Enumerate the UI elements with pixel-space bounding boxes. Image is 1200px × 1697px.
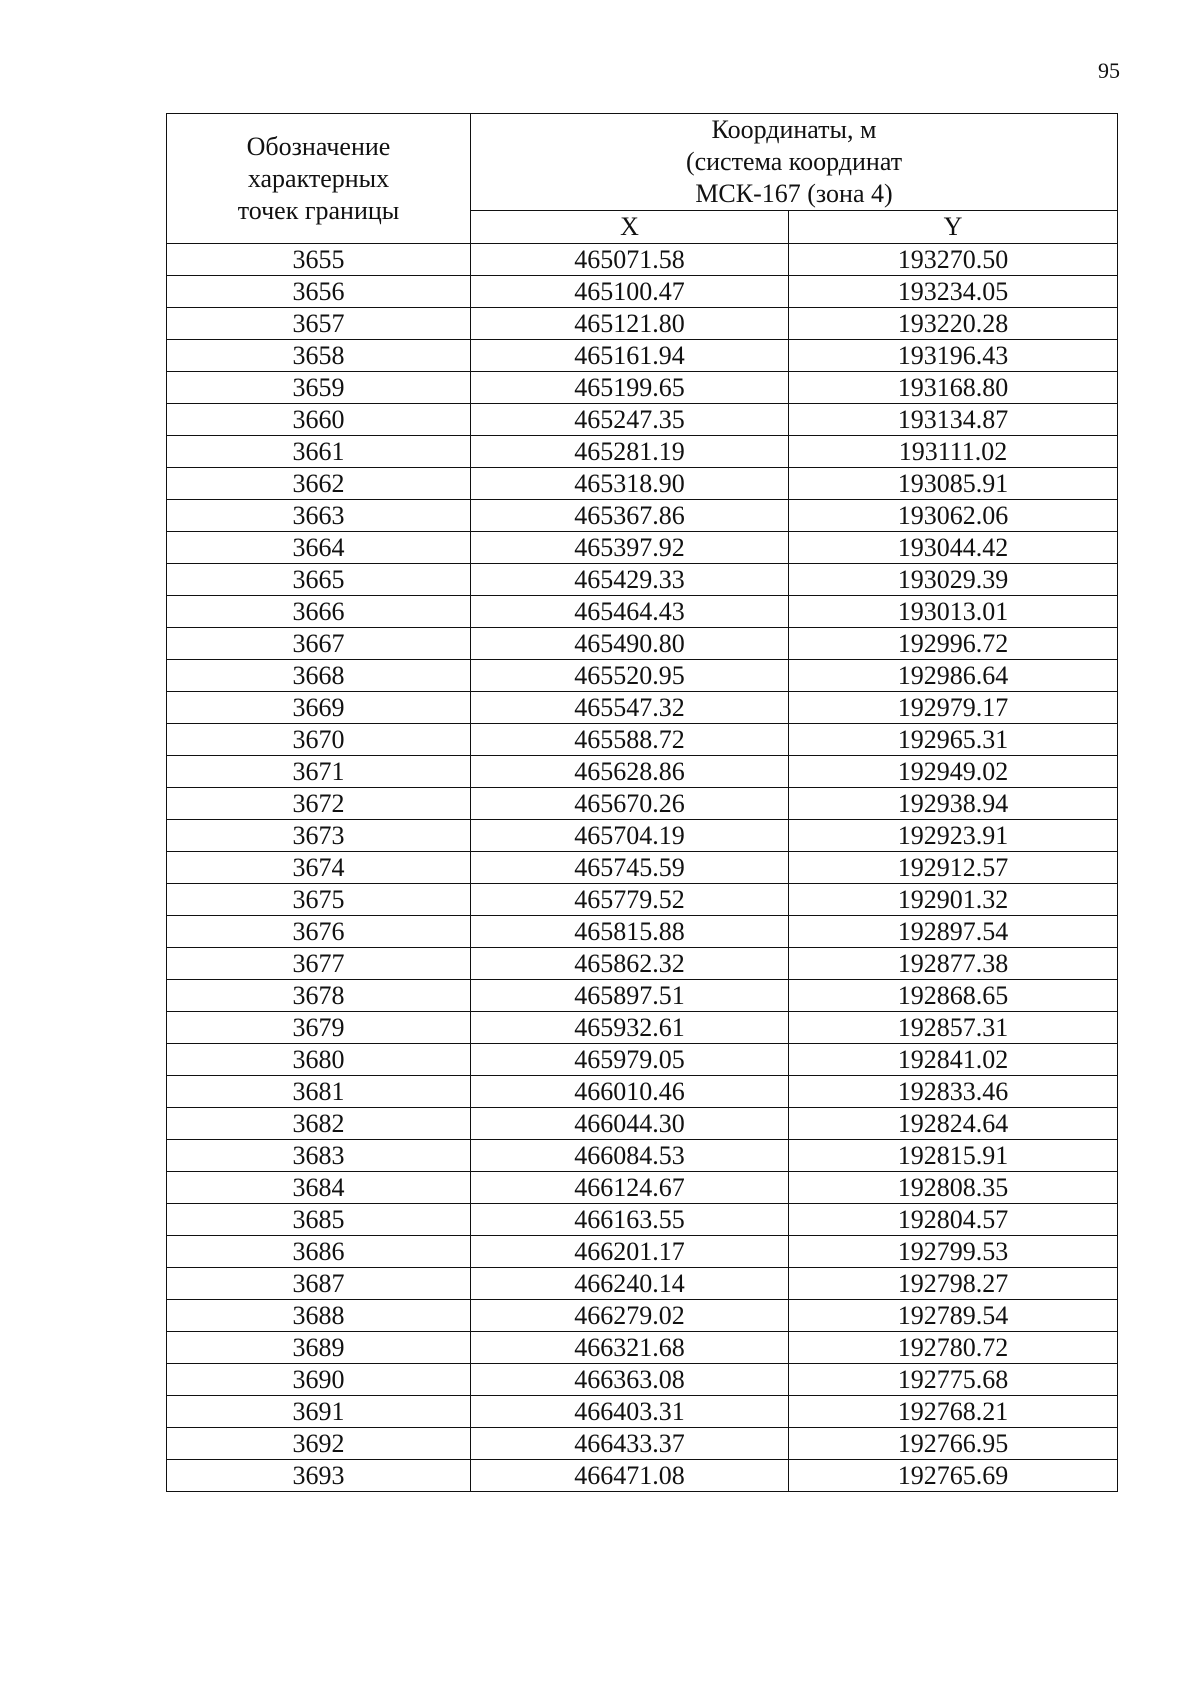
table-row <box>167 852 1118 884</box>
table-row <box>167 980 1118 1012</box>
x-coordinate-cell: 465897.51 <box>471 980 789 1012</box>
point-id-cell: 3686 <box>167 1236 471 1268</box>
y-coordinate-cell: 192857.31 <box>789 1012 1118 1044</box>
point-id-cell: 3675 <box>167 884 471 916</box>
x-coordinate-cell: 465779.52 <box>471 884 789 916</box>
table-row <box>167 500 1118 532</box>
x-coordinate-cell: 465520.95 <box>471 660 789 692</box>
x-coordinate-cell: 465199.65 <box>471 372 789 404</box>
table-row <box>167 564 1118 596</box>
point-id-cell: 3679 <box>167 1012 471 1044</box>
y-coordinate-cell: 192765.69 <box>789 1460 1118 1492</box>
y-coordinate-cell: 192841.02 <box>789 1044 1118 1076</box>
x-coordinate-cell: 466201.17 <box>471 1236 789 1268</box>
y-coordinate-cell: 192949.02 <box>789 756 1118 788</box>
x-coordinate-cell: 466471.08 <box>471 1460 789 1492</box>
designation-header <box>167 114 471 244</box>
point-id-cell: 3684 <box>167 1172 471 1204</box>
x-coordinate-cell: 465704.19 <box>471 820 789 852</box>
y-coordinate-cell: 192923.91 <box>789 820 1118 852</box>
designation-header-line: Обозначение <box>246 131 391 161</box>
x-coordinate-cell: 465464.43 <box>471 596 789 628</box>
x-coordinate-cell: 465670.26 <box>471 788 789 820</box>
table-row <box>167 1428 1118 1460</box>
x-coordinate-cell: 466279.02 <box>471 1300 789 1332</box>
point-id-cell: 3667 <box>167 628 471 660</box>
table-row <box>167 1172 1118 1204</box>
x-coordinate-cell: 465862.32 <box>471 948 789 980</box>
table-row <box>167 660 1118 692</box>
y-coordinate-cell: 192775.68 <box>789 1364 1118 1396</box>
x-coordinate-cell: 465547.32 <box>471 692 789 724</box>
table-row <box>167 1140 1118 1172</box>
y-coordinate-cell: 193234.05 <box>789 276 1118 308</box>
point-id-cell: 3664 <box>167 532 471 564</box>
y-coordinate-cell: 193270.50 <box>789 244 1118 276</box>
table-row <box>167 1460 1118 1492</box>
point-id-cell: 3681 <box>167 1076 471 1108</box>
y-coordinate-cell: 192789.54 <box>789 1300 1118 1332</box>
table-row <box>167 404 1118 436</box>
x-coordinate-cell: 465247.35 <box>471 404 789 436</box>
table-row <box>167 1332 1118 1364</box>
y-coordinate-cell: 192768.21 <box>789 1396 1118 1428</box>
y-coordinate-cell: 192804.57 <box>789 1204 1118 1236</box>
y-coordinate-cell: 193062.06 <box>789 500 1118 532</box>
y-coordinate-cell: 192780.72 <box>789 1332 1118 1364</box>
point-id-cell: 3689 <box>167 1332 471 1364</box>
table-row <box>167 1396 1118 1428</box>
x-coordinate-cell: 466084.53 <box>471 1140 789 1172</box>
y-coordinate-cell: 192808.35 <box>789 1172 1118 1204</box>
y-coordinate-cell: 192833.46 <box>789 1076 1118 1108</box>
designation-header-line: точек границы <box>237 195 400 225</box>
table-row <box>167 1204 1118 1236</box>
y-coordinate-cell: 192766.95 <box>789 1428 1118 1460</box>
y-coordinate-cell: 193013.01 <box>789 596 1118 628</box>
y-coordinate-cell: 192996.72 <box>789 628 1118 660</box>
point-id-cell: 3677 <box>167 948 471 980</box>
point-id-cell: 3671 <box>167 756 471 788</box>
point-id-cell: 3673 <box>167 820 471 852</box>
y-coordinate-cell: 192912.57 <box>789 852 1118 884</box>
point-id-cell: 3668 <box>167 660 471 692</box>
point-id-cell: 3692 <box>167 1428 471 1460</box>
y-coordinate-cell: 193220.28 <box>789 308 1118 340</box>
table-row <box>167 244 1118 276</box>
x-coordinate-cell: 465318.90 <box>471 468 789 500</box>
table-row <box>167 532 1118 564</box>
coordinates-header <box>471 114 1118 211</box>
point-id-cell: 3656 <box>167 276 471 308</box>
point-id-cell: 3674 <box>167 852 471 884</box>
y-coordinate-cell: 192965.31 <box>789 724 1118 756</box>
table-row <box>167 468 1118 500</box>
point-id-cell: 3691 <box>167 1396 471 1428</box>
x-coordinate-cell: 465429.33 <box>471 564 789 596</box>
x-coordinate-cell: 465628.86 <box>471 756 789 788</box>
x-coordinate-cell: 465161.94 <box>471 340 789 372</box>
table-row <box>167 1236 1118 1268</box>
x-coordinate-cell: 465932.61 <box>471 1012 789 1044</box>
x-coordinate-cell: 465588.72 <box>471 724 789 756</box>
x-coordinate-cell: 466321.68 <box>471 1332 789 1364</box>
point-id-cell: 3663 <box>167 500 471 532</box>
y-coordinate-cell: 193044.42 <box>789 532 1118 564</box>
y-coordinate-cell: 193196.43 <box>789 340 1118 372</box>
page-number: 95 <box>1098 58 1120 83</box>
point-id-cell: 3687 <box>167 1268 471 1300</box>
table-row <box>167 276 1118 308</box>
table-row <box>167 1300 1118 1332</box>
y-coordinate-cell: 192824.64 <box>789 1108 1118 1140</box>
point-id-cell: 3678 <box>167 980 471 1012</box>
x-coordinate-cell: 465281.19 <box>471 436 789 468</box>
y-coordinate-cell: 192815.91 <box>789 1140 1118 1172</box>
x-coordinate-cell: 466403.31 <box>471 1396 789 1428</box>
table-row <box>167 1268 1118 1300</box>
x-coordinate-cell: 466363.08 <box>471 1364 789 1396</box>
x-coordinate-cell: 465815.88 <box>471 916 789 948</box>
x-coordinate-cell: 465071.58 <box>471 244 789 276</box>
table-row <box>167 308 1118 340</box>
table-row <box>167 628 1118 660</box>
point-id-cell: 3672 <box>167 788 471 820</box>
x-coordinate-cell: 465979.05 <box>471 1044 789 1076</box>
point-id-cell: 3655 <box>167 244 471 276</box>
point-id-cell: 3658 <box>167 340 471 372</box>
x-coordinate-cell: 465367.86 <box>471 500 789 532</box>
point-id-cell: 3662 <box>167 468 471 500</box>
table-row <box>167 884 1118 916</box>
point-id-cell: 3680 <box>167 1044 471 1076</box>
table-row <box>167 1108 1118 1140</box>
x-coordinate-cell: 466044.30 <box>471 1108 789 1140</box>
point-id-cell: 3660 <box>167 404 471 436</box>
table-row <box>167 436 1118 468</box>
y-coordinate-cell: 192799.53 <box>789 1236 1118 1268</box>
table-row <box>167 372 1118 404</box>
y-coordinate-cell: 193029.39 <box>789 564 1118 596</box>
y-coordinate-cell: 192877.38 <box>789 948 1118 980</box>
point-id-cell: 3657 <box>167 308 471 340</box>
coordinates-table <box>166 113 1118 1492</box>
table-row <box>167 1012 1118 1044</box>
y-coordinate-cell: 193111.02 <box>789 436 1118 468</box>
point-id-cell: 3665 <box>167 564 471 596</box>
y-coordinate-cell: 192897.54 <box>789 916 1118 948</box>
point-id-cell: 3666 <box>167 596 471 628</box>
y-coordinate-cell: 193085.91 <box>789 468 1118 500</box>
table-body <box>167 244 1118 1492</box>
table-row <box>167 820 1118 852</box>
table-row <box>167 692 1118 724</box>
x-coordinate-cell: 465100.47 <box>471 276 789 308</box>
y-coordinate-cell: 193168.80 <box>789 372 1118 404</box>
point-id-cell: 3659 <box>167 372 471 404</box>
y-coordinate-cell: 192798.27 <box>789 1268 1118 1300</box>
y-coordinate-cell: 193134.87 <box>789 404 1118 436</box>
table-row <box>167 948 1118 980</box>
point-id-cell: 3676 <box>167 916 471 948</box>
table-row <box>167 1364 1118 1396</box>
table-row <box>167 1076 1118 1108</box>
table-row <box>167 756 1118 788</box>
table-row <box>167 788 1118 820</box>
y-coordinate-cell: 192901.32 <box>789 884 1118 916</box>
x-coordinate-cell: 465397.92 <box>471 532 789 564</box>
coordinates-header-line: МСК-167 (зона 4) <box>695 179 893 208</box>
table-row <box>167 596 1118 628</box>
coordinates-header-line: (система координат <box>685 147 903 176</box>
y-column-header: Y <box>789 211 1118 244</box>
x-coordinate-cell: 466124.67 <box>471 1172 789 1204</box>
y-coordinate-cell: 192938.94 <box>789 788 1118 820</box>
x-coordinate-cell: 466010.46 <box>471 1076 789 1108</box>
coordinates-header-line: Координаты, м <box>711 115 877 144</box>
x-coordinate-cell: 466433.37 <box>471 1428 789 1460</box>
x-column-header: X <box>471 211 789 244</box>
y-coordinate-cell: 192986.64 <box>789 660 1118 692</box>
point-id-cell: 3683 <box>167 1140 471 1172</box>
table-row <box>167 340 1118 372</box>
point-id-cell: 3669 <box>167 692 471 724</box>
table-row <box>167 1044 1118 1076</box>
point-id-cell: 3693 <box>167 1460 471 1492</box>
point-id-cell: 3661 <box>167 436 471 468</box>
designation-header-line: характерных <box>247 163 390 193</box>
x-coordinate-cell: 465745.59 <box>471 852 789 884</box>
point-id-cell: 3682 <box>167 1108 471 1140</box>
x-coordinate-cell: 466240.14 <box>471 1268 789 1300</box>
x-coordinate-cell: 466163.55 <box>471 1204 789 1236</box>
point-id-cell: 3690 <box>167 1364 471 1396</box>
point-id-cell: 3670 <box>167 724 471 756</box>
x-coordinate-cell: 465121.80 <box>471 308 789 340</box>
point-id-cell: 3688 <box>167 1300 471 1332</box>
point-id-cell: 3685 <box>167 1204 471 1236</box>
y-coordinate-cell: 192868.65 <box>789 980 1118 1012</box>
table-row <box>167 724 1118 756</box>
y-coordinate-cell: 192979.17 <box>789 692 1118 724</box>
table-row <box>167 916 1118 948</box>
x-coordinate-cell: 465490.80 <box>471 628 789 660</box>
